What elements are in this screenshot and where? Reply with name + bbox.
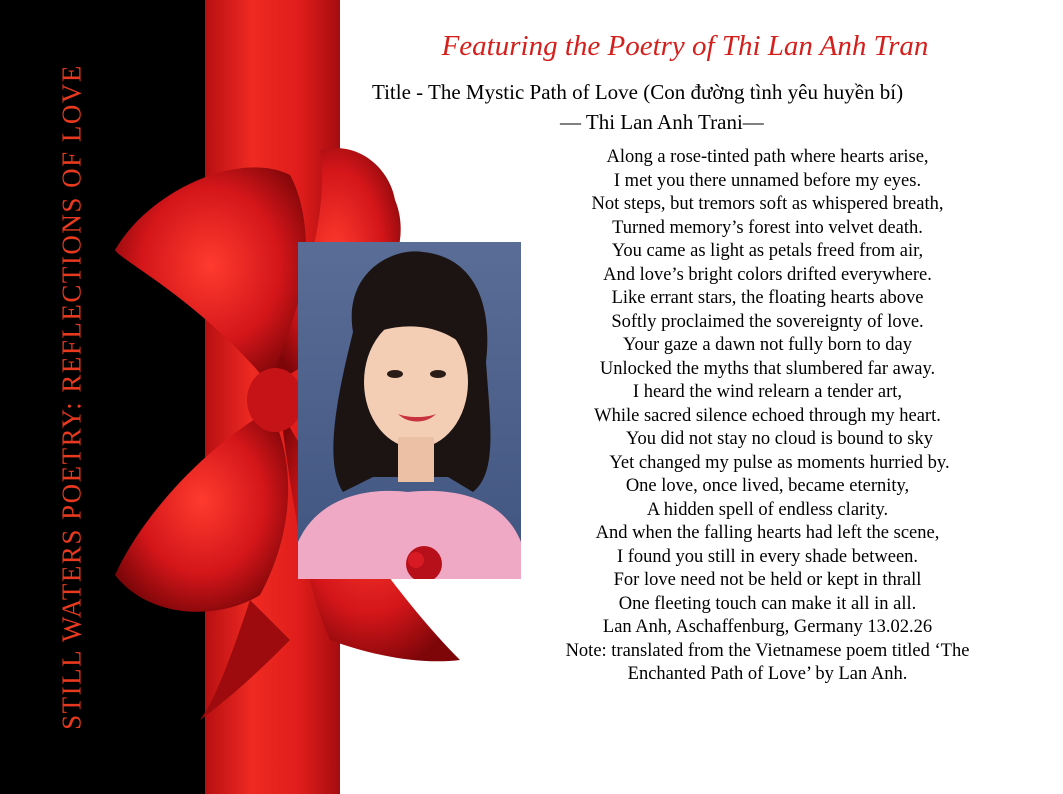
translation-note-line-1: Note: translated from the Vietnamese poem titled ‘The	[565, 640, 970, 661]
featuring-heading: Featuring the Poetry of Thi Lan Anh Tran	[441, 30, 929, 62]
bow-knot	[247, 368, 303, 432]
poem-body	[515, 146, 1020, 687]
poem-line: Your gaze a dawn not fully born to day	[623, 335, 912, 355]
poem-line: Yet changed my pulse as moments hurried by.	[609, 452, 950, 473]
poem-line: Like errant stars, the floating hearts above	[611, 288, 924, 308]
vertical-series-title: STILL WATERS POETRY: REFLECTIONS OF LOVE	[56, 64, 87, 730]
poem-line: Not steps, but tremors soft as whispered breath,	[591, 194, 944, 214]
poem-line: While sacred silence echoed through my heart.	[594, 405, 941, 426]
poem-line: I heard the wind relearn a tender art,	[632, 382, 903, 402]
poem-line: You came as light as petals freed from air,	[611, 241, 924, 261]
poem-line: Along a rose-tinted path where hearts arise,	[606, 147, 929, 167]
poem-line: Unlocked the myths that slumbered far away.	[599, 358, 936, 379]
poem-line: Turned memory’s forest into velvet death.	[612, 217, 923, 238]
poem-signature: Lan Anh, Aschaffenburg, Germany 13.02.26	[602, 617, 933, 637]
poem-line: Softly proclaimed the sovereignty of love.	[611, 311, 924, 332]
poem-line: One fleeting touch can make it all in all.	[618, 593, 917, 614]
poem-line: You did not stay no cloud is bound to sky	[626, 429, 933, 449]
bow-lower-left-loop	[115, 410, 288, 612]
poem-author: — Thi Lan Anh Trani—	[560, 110, 764, 134]
poem-line: I found you still in every shade between.	[616, 546, 919, 567]
poem-line: For love need not be held or kept in thrall	[613, 570, 922, 590]
poem-line: And when the falling hearts had left the scene,	[595, 523, 940, 543]
portrait-photo	[298, 242, 521, 579]
translation-note-line-2: Enchanted Path of Love’ by Lan Anh.	[627, 664, 908, 684]
poem-line: A hidden spell of endless clarity.	[646, 499, 889, 520]
poem-line: And love’s bright colors drifted everywhere.	[603, 264, 932, 285]
poem-line: One love, once lived, became eternity,	[625, 476, 910, 496]
poem-line: I met you there unnamed before my eyes.	[613, 170, 922, 191]
poem-title: Title - The Mystic Path of Love (Con đường tình yêu huyền bí)	[372, 80, 904, 104]
